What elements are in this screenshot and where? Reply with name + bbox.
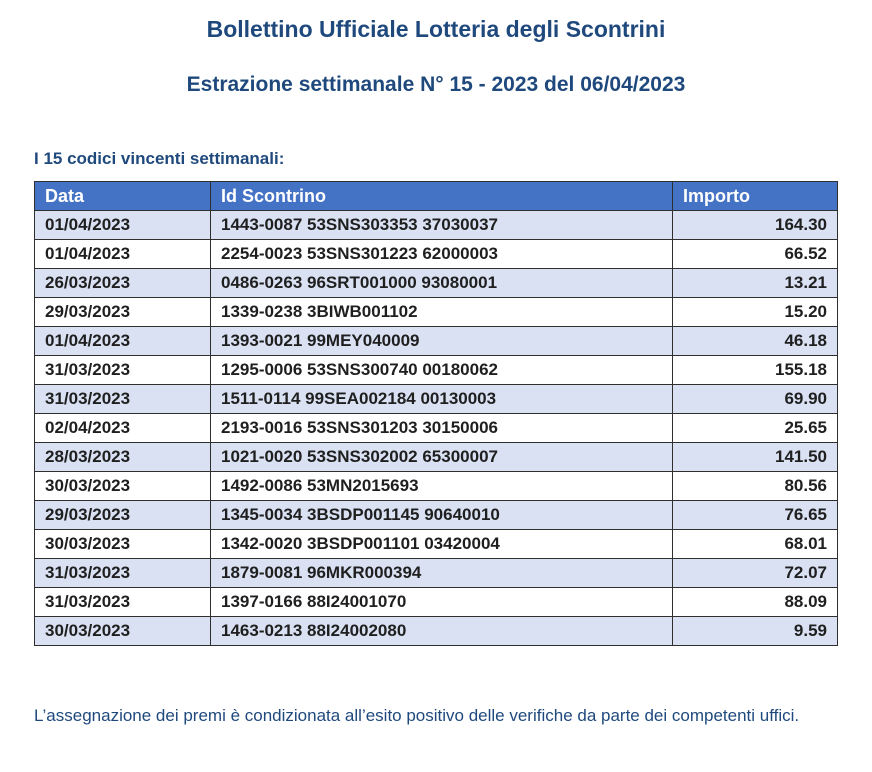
cell-amount: 13.21 (673, 269, 838, 298)
table-header-row (35, 182, 838, 211)
cell-amount: 72.07 (673, 559, 838, 588)
cell-receipt-id: 1463-0213 88I24002080 (211, 617, 673, 646)
cell-date: 30/03/2023 (35, 472, 211, 501)
cell-receipt-id: 1393-0021 99MEY040009 (211, 327, 673, 356)
table-row (35, 269, 838, 298)
page-title: Bollettino Ufficiale Lotteria degli Scontrini (206, 16, 666, 42)
cell-amount: 80.56 (673, 472, 838, 501)
table-row (35, 211, 838, 240)
column-header-date: Data (35, 182, 211, 211)
cell-receipt-id: 1511-0114 99SEA002184 00130003 (211, 385, 673, 414)
cell-date: 28/03/2023 (35, 443, 211, 472)
table-row (35, 443, 838, 472)
page-subtitle: Estrazione settimanale N° 15 - 2023 del 06/04/2023 (186, 73, 686, 96)
cell-amount: 66.52 (673, 240, 838, 269)
cell-amount: 69.90 (673, 385, 838, 414)
cell-date: 01/04/2023 (35, 327, 211, 356)
winning-codes-table (34, 181, 838, 646)
table-row (35, 501, 838, 530)
cell-receipt-id: 1345-0034 3BSDP001145 90640010 (211, 501, 673, 530)
cell-amount: 141.50 (673, 443, 838, 472)
cell-receipt-id: 2254-0023 53SNS301223 62000003 (211, 240, 673, 269)
cell-date: 01/04/2023 (35, 240, 211, 269)
cell-date: 26/03/2023 (35, 269, 211, 298)
table-row (35, 298, 838, 327)
column-header-amount: Importo (673, 182, 838, 211)
cell-receipt-id: 1295-0006 53SNS300740 00180062 (211, 356, 673, 385)
cell-amount: 46.18 (673, 327, 838, 356)
cell-receipt-id: 2193-0016 53SNS301203 30150006 (211, 414, 673, 443)
cell-date: 31/03/2023 (35, 588, 211, 617)
cell-date: 30/03/2023 (35, 617, 211, 646)
table-row (35, 356, 838, 385)
cell-receipt-id: 1342-0020 3BSDP001101 03420004 (211, 530, 673, 559)
cell-receipt-id: 0486-0263 96SRT001000 93080001 (211, 269, 673, 298)
cell-receipt-id: 1492-0086 53MN2015693 (211, 472, 673, 501)
cell-amount: 155.18 (673, 356, 838, 385)
table-row (35, 472, 838, 501)
table-row (35, 559, 838, 588)
cell-receipt-id: 1339-0238 3BIWB001102 (211, 298, 673, 327)
table-row (35, 588, 838, 617)
cell-date: 01/04/2023 (35, 211, 211, 240)
column-header-id: Id Scontrino (211, 182, 673, 211)
table-row (35, 414, 838, 443)
cell-date: 31/03/2023 (35, 559, 211, 588)
cell-date: 30/03/2023 (35, 530, 211, 559)
cell-receipt-id: 1443-0087 53SNS303353 37030037 (211, 211, 673, 240)
table-row (35, 240, 838, 269)
cell-amount: 76.65 (673, 501, 838, 530)
cell-amount: 25.65 (673, 414, 838, 443)
cell-receipt-id: 1879-0081 96MKR000394 (211, 559, 673, 588)
cell-amount: 68.01 (673, 530, 838, 559)
cell-date: 31/03/2023 (35, 385, 211, 414)
cell-date: 02/04/2023 (35, 414, 211, 443)
table-row (35, 327, 838, 356)
section-label: I 15 codici vincenti settimanali: (34, 149, 285, 168)
cell-date: 29/03/2023 (35, 501, 211, 530)
footer-note: L’assegnazione dei premi è condizionata all’esito positivo delle verifiche da parte dei competenti uffici. (34, 706, 800, 725)
cell-amount: 15.20 (673, 298, 838, 327)
cell-date: 31/03/2023 (35, 356, 211, 385)
cell-receipt-id: 1021-0020 53SNS302002 65300007 (211, 443, 673, 472)
table-row (35, 617, 838, 646)
cell-receipt-id: 1397-0166 88I24001070 (211, 588, 673, 617)
table-row (35, 385, 838, 414)
cell-amount: 9.59 (673, 617, 838, 646)
cell-amount: 88.09 (673, 588, 838, 617)
table-body (35, 211, 838, 646)
table-row (35, 530, 838, 559)
cell-date: 29/03/2023 (35, 298, 211, 327)
cell-amount: 164.30 (673, 211, 838, 240)
